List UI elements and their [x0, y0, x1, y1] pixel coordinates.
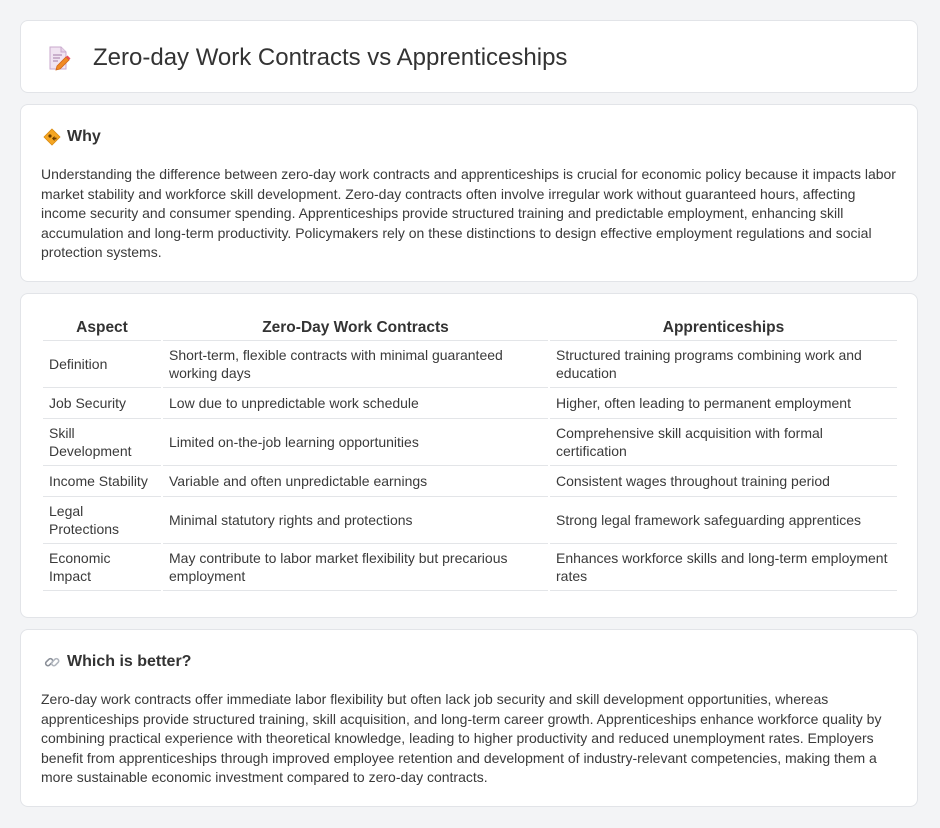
aspect-cell: Income Stability — [43, 466, 161, 497]
why-card — [20, 104, 918, 282]
apprenticeship-cell: Structured training programs combining work and education — [550, 341, 897, 388]
why-paragraph: Understanding the difference between zero-day work contracts and apprenticeships is crucial for economic policy because it impacts labor market stability and workforce skill development. Zero-day contracts often involve irregular work without guaranteed hours, affecting income security and consumer spending. Apprenticeships provide structured training and predictable employment, enhancing skill accumulation and long-term productivity. Policymakers rely on these distinctions to design effective employment regulations and social protection systems. — [41, 166, 896, 261]
document-pencil-icon — [47, 45, 71, 71]
aspect-cell: Economic Impact — [43, 544, 161, 591]
table-row — [43, 466, 897, 497]
header-apprenticeships: Apprenticeships — [550, 316, 897, 341]
apprenticeship-cell: Strong legal framework safeguarding apprentices — [550, 497, 897, 544]
zero-day-cell: Variable and often unpredictable earnings — [163, 466, 548, 497]
table-row — [43, 419, 897, 466]
link-icon — [43, 653, 61, 671]
apprenticeship-cell: Higher, often leading to permanent employment — [550, 388, 897, 419]
comparison-table — [41, 316, 899, 591]
zero-day-cell: Limited on-the-job learning opportunities — [163, 419, 548, 466]
header-card — [20, 20, 918, 93]
comparison-card — [20, 293, 918, 618]
aspect-cell: Job Security — [43, 388, 161, 419]
better-heading — [43, 652, 191, 672]
better-paragraph: Zero-day work contracts offer immediate labor flexibility but often lack job security and skill development opportunities, whereas apprenticeships provide structured training, skill acquisition, and long-term career growth. Apprenticeships enhance workforce quality by combining practical experience with theoretical knowledge, leading to higher productivity and reduced unemployment rates. Employers benefit from apprenticeships through improved employee retention and development of industry-relevant competencies, making them a more sustainable economic investment compared to zero-day contracts. — [41, 691, 882, 786]
table-row — [43, 497, 897, 544]
table-row — [43, 341, 897, 388]
why-heading — [43, 127, 101, 147]
diamond-warning-icon — [43, 128, 61, 146]
zero-day-cell: May contribute to labor market flexibility but precarious employment — [163, 544, 548, 591]
zero-day-cell: Low due to unpredictable work schedule — [163, 388, 548, 419]
table-row — [43, 544, 897, 591]
zero-day-cell: Minimal statutory rights and protections — [163, 497, 548, 544]
apprenticeship-cell: Enhances workforce skills and long-term employment rates — [550, 544, 897, 591]
why-title: Why — [67, 128, 101, 145]
apprenticeship-cell: Comprehensive skill acquisition with formal certification — [550, 419, 897, 466]
aspect-cell: Legal Protections — [43, 497, 161, 544]
table-row — [43, 388, 897, 419]
which-is-better-card — [20, 629, 918, 807]
page-title: Zero-day Work Contracts vs Apprenticeships — [93, 44, 568, 71]
apprenticeship-cell: Consistent wages throughout training period — [550, 466, 897, 497]
zero-day-cell: Short-term, flexible contracts with minimal guaranteed working days — [163, 341, 548, 388]
title-row — [47, 43, 567, 73]
aspect-cell: Definition — [43, 341, 161, 388]
header-zero-day: Zero-Day Work Contracts — [163, 316, 548, 341]
aspect-cell: Skill Development — [43, 419, 161, 466]
table-header-row — [43, 316, 897, 341]
better-title: Which is better? — [67, 653, 192, 670]
header-aspect: Aspect — [43, 316, 161, 341]
